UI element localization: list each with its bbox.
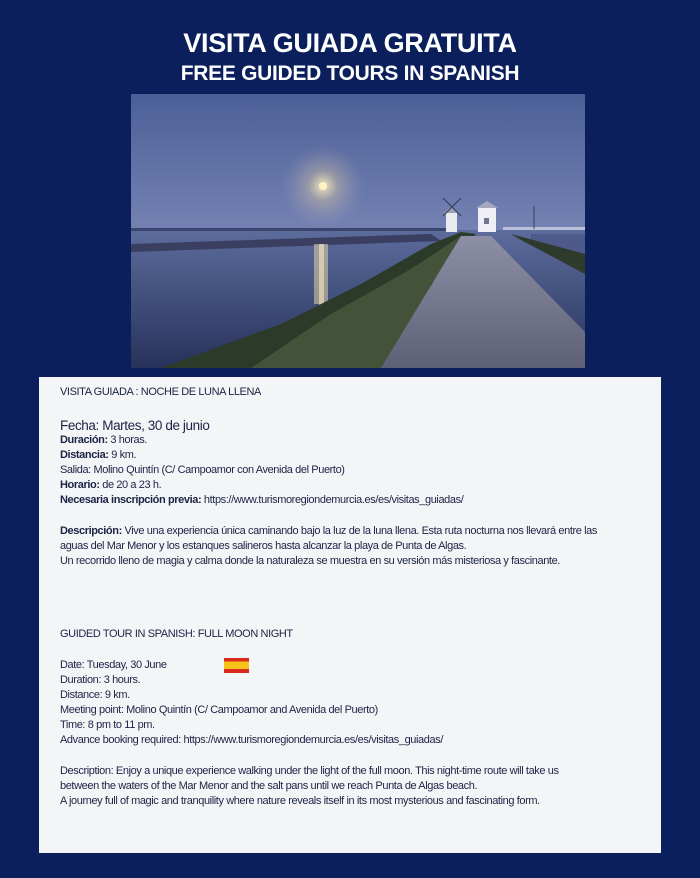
title-en: FREE GUIDED TOURS IN SPANISH [180,62,520,85]
descripcion-line-3: Un recorrido lleno de magia y calma donde la naturaleza se muestra en su versión más misteriosa y fascinante. [60,555,560,567]
duracion-label: Duración: [60,434,108,446]
horario-value: de 20 a 23 h. [99,479,162,491]
distancia-label: Distancia: [60,449,109,461]
descripcion-label: Descripción: [60,525,122,537]
tour-info-card [39,377,661,853]
distance-line: Distance: 9 km. [60,689,130,701]
distancia-value: 9 km. [108,449,137,461]
description-line-2: between the waters of the Mar Menor and the salt pans until we reach Punta de Algas beach. [60,780,478,792]
inscripcion-link[interactable]: https://www.turismoregiondemurcia.es/es/visitas_guiadas/ [201,494,464,506]
fecha-line [60,419,209,433]
fecha-label: Fecha: [60,418,99,433]
time-line: Time: 8 pm to 11 pm. [60,719,155,731]
horario-line [60,479,161,493]
spanish-heading: VISITA GUIADA : NOCHE DE LUNA LLENA [60,386,261,398]
date-line: Date: Tuesday, 30 June [60,659,167,671]
descripcion-line-1 [60,525,597,539]
inscripcion-line [60,494,463,508]
booking-line[interactable]: Advance booking required: https://www.turismoregiondemurcia.es/es/visitas_guiadas/ [60,734,443,746]
meeting-point-line: Meeting point: Molino Quintín (C/ Campoamor and Avenida del Puerto) [60,704,378,716]
description-line-3: A journey full of magic and tranquility where nature reveals itself in its most mysterious and fascinating form. [60,795,540,807]
spain-flag-icon [224,658,249,673]
salida-line: Salida: Molino Quintín (C/ Campoamor con Avenida del Puerto) [60,464,345,476]
fecha-value: Martes, 30 de junio [98,418,210,433]
descripcion-line-2: aguas del Mar Menor y los estanques salineros hasta alcanzar la playa de Punta de Algas. [60,540,467,552]
distancia-line [60,449,136,463]
inscripcion-label: Necesaria inscripción previa: [60,494,202,506]
horario-label: Horario: [60,479,100,491]
duracion-line [60,434,147,448]
duracion-value: 3 horas. [107,434,147,446]
title-es: VISITA GUIADA GRATUITA [183,28,517,58]
descripcion-text-1: Vive una experiencia única caminando bajo la luz de la luna llena. Esta ruta nocturna nos llevará entre las [121,525,597,537]
duration-line: Duration: 3 hours. [60,674,141,686]
moon-salt-pans-photo [131,94,585,368]
english-heading: GUIDED TOUR IN SPANISH: FULL MOON NIGHT [60,628,293,640]
description-line-1: Description: Enjoy a unique experience walking under the light of the full moon. This night-time route will take us [60,765,559,777]
